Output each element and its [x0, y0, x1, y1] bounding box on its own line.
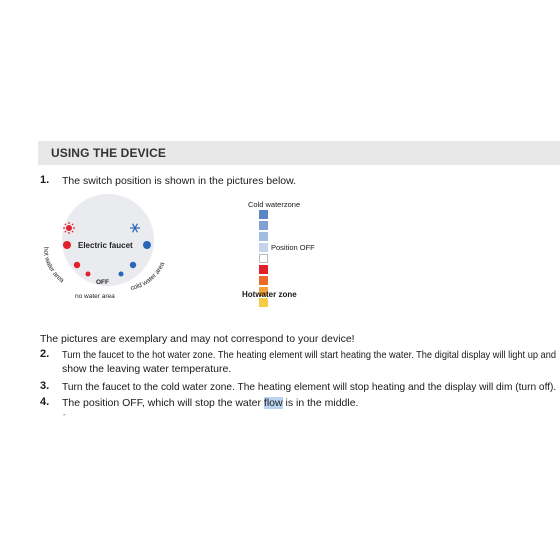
step-2-text-line2: show the leaving water temperature. — [62, 363, 232, 375]
step-1-text: The switch position is shown in the pictures below. — [62, 175, 297, 187]
faucet-disc — [62, 194, 154, 286]
step-1-number: 1. — [40, 174, 50, 186]
zone-segment — [259, 232, 268, 241]
cold-dot-small — [119, 272, 124, 277]
step-4-text-before: The position OFF, which will stop the water — [62, 397, 264, 409]
cold-dot-large — [143, 241, 151, 249]
no-water-area-label: no water area — [75, 293, 115, 300]
selected-word-highlight[interactable]: flow — [263, 397, 283, 409]
faucet-diagram — [36, 192, 186, 307]
zone-segment — [259, 221, 268, 230]
section-title: USING THE DEVICE — [51, 146, 166, 160]
electric-faucet-label: Electric faucet — [78, 241, 133, 250]
zone-segment — [259, 265, 268, 274]
step-3-number: 3. — [40, 380, 50, 392]
hot-dot-large — [63, 241, 71, 249]
cold-dot-medium — [130, 262, 136, 268]
step-3-text: Turn the faucet to the cold water zone. The heating element will stop heating and the display will dim (turn off). — [62, 381, 557, 393]
hot-water-area-label: hot water area — [41, 246, 66, 285]
zone-segment — [259, 276, 268, 285]
step-4-text — [62, 397, 358, 409]
position-off-label: Position OFF — [271, 243, 315, 252]
zone-segment-off — [259, 254, 268, 263]
sun-icon — [63, 222, 75, 234]
trailing-dash: - — [63, 410, 66, 419]
step-2-number: 2. — [40, 348, 50, 360]
cold-zone-label: Cold waterzone — [248, 200, 301, 209]
zone-segment — [259, 210, 268, 219]
off-position-label: OFF — [96, 279, 109, 286]
step-4-text-after: is in the middle. — [282, 397, 359, 409]
zone-segment — [259, 243, 268, 252]
hot-dot-small — [86, 272, 91, 277]
zone-segment — [259, 298, 268, 307]
disclaimer-note: The pictures are exemplary and may not correspond to your device! — [40, 333, 355, 345]
hot-dot-medium — [74, 262, 80, 268]
cold-water-area-label: cold water area — [129, 261, 167, 292]
step-4-number: 4. — [40, 396, 50, 408]
hot-zone-label: Hotwater zone — [242, 290, 297, 299]
step-2-text-line1: Turn the faucet to the hot water zone. The heating element will start heating the water. The digital display will light up and — [62, 349, 557, 361]
